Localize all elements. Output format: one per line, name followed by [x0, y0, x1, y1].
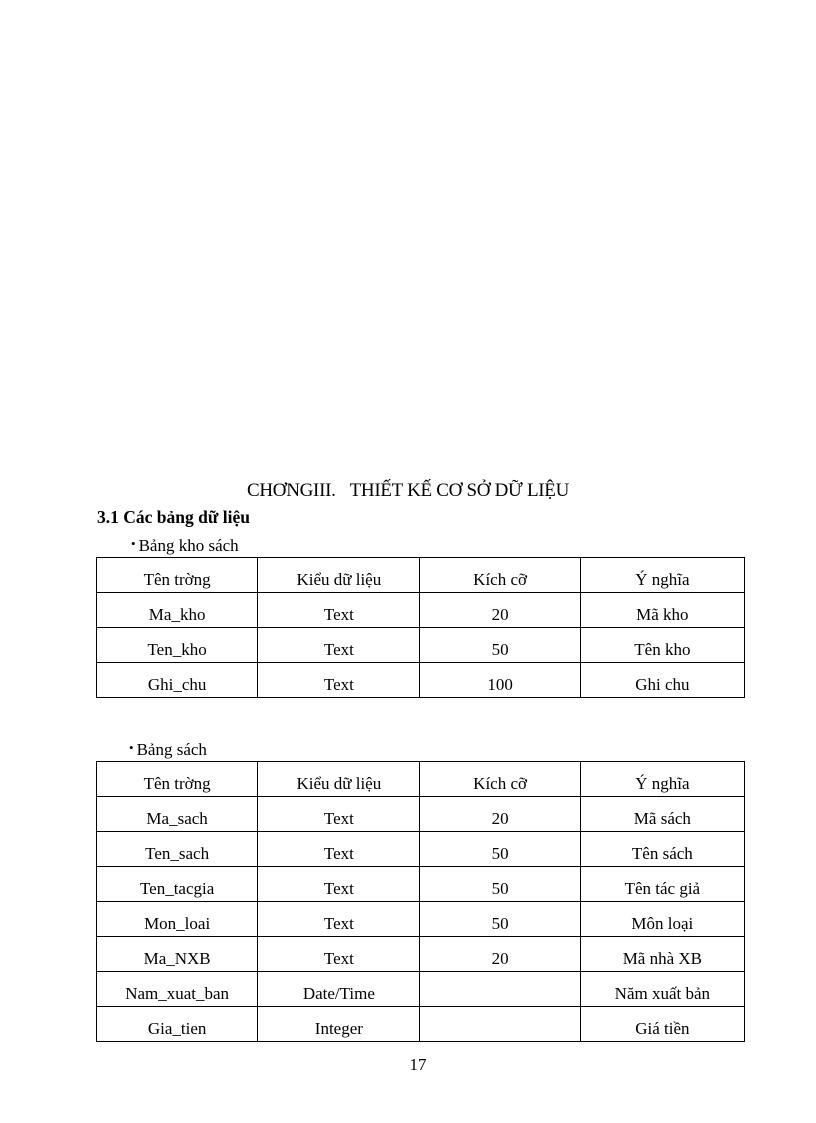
table-row	[97, 593, 745, 628]
header-cell: Kích cỡ	[420, 762, 580, 797]
table-cell	[420, 972, 580, 1007]
table-header-row	[97, 762, 745, 797]
table-cell: 50	[420, 628, 580, 663]
chapter-label: CHƠNGIII.	[247, 480, 336, 501]
table-cell: Ghi chu	[580, 663, 744, 698]
table-cell: 100	[420, 663, 580, 698]
header-cell: Kiểu dữ liệu	[258, 558, 420, 593]
table-cell: Text	[258, 937, 420, 972]
table-cell: 20	[420, 797, 580, 832]
table-books	[96, 761, 745, 1042]
table-cell: Date/Time	[258, 972, 420, 1007]
page-number: 17	[409, 1055, 427, 1074]
table-cell: Ma_kho	[97, 593, 258, 628]
table-row	[97, 867, 745, 902]
table-cell: Mon_loai	[97, 902, 258, 937]
table-row	[97, 1007, 745, 1042]
table-header-row	[97, 558, 745, 593]
table-cell: Mã kho	[580, 593, 744, 628]
table-row	[97, 797, 745, 832]
table-cell: Ghi_chu	[97, 663, 258, 698]
table-cell: Gia_tien	[97, 1007, 258, 1042]
table-cell: Giá tiền	[580, 1007, 744, 1042]
table-cell: Môn loại	[580, 902, 744, 937]
table-cell: 50	[420, 832, 580, 867]
bullet-icon: •	[131, 536, 136, 551]
table-cell: Ten_kho	[97, 628, 258, 663]
table-cell: Text	[258, 663, 420, 698]
header-cell: Ý nghĩa	[580, 558, 744, 593]
table-cell: Text	[258, 867, 420, 902]
table-cell: Text	[258, 593, 420, 628]
table-cell: Text	[258, 628, 420, 663]
table-cell: Ten_sach	[97, 832, 258, 867]
table-cell: Mã sách	[580, 797, 744, 832]
table-cell: Ma_NXB	[97, 937, 258, 972]
header-cell: Ý nghĩa	[580, 762, 744, 797]
table-row	[97, 832, 745, 867]
table-cell: Text	[258, 832, 420, 867]
table-cell: Tên tác giả	[580, 867, 744, 902]
table-cell	[420, 1007, 580, 1042]
table-cell: Năm xuất bản	[580, 972, 744, 1007]
table-warehouse	[96, 557, 745, 698]
table-cell: 20	[420, 937, 580, 972]
table-cell: 50	[420, 867, 580, 902]
table-row	[97, 972, 745, 1007]
table-cell: Nam_xuat_ban	[97, 972, 258, 1007]
table-cell: Text	[258, 797, 420, 832]
table-cell: Integer	[258, 1007, 420, 1042]
table-row	[97, 663, 745, 698]
table-cell: Tên sách	[580, 832, 744, 867]
table-cell: Mã nhà XB	[580, 937, 744, 972]
table-cell: 50	[420, 902, 580, 937]
bullet-icon: •	[129, 740, 134, 755]
table-row	[97, 628, 745, 663]
table-caption-label: Bảng kho sách	[138, 536, 239, 555]
table-cell: 20	[420, 593, 580, 628]
header-cell: Kiểu dữ liệu	[258, 762, 420, 797]
header-cell: Tên trờng	[97, 558, 258, 593]
header-cell: Kích cỡ	[420, 558, 580, 593]
table-caption-label: Bảng sách	[136, 740, 207, 759]
header-cell: Tên trờng	[97, 762, 258, 797]
table-caption-books	[129, 740, 207, 760]
table-cell: Text	[258, 902, 420, 937]
table-cell: Tên kho	[580, 628, 744, 663]
table-cell: Ten_tacgia	[97, 867, 258, 902]
chapter-title	[0, 480, 816, 502]
table-caption-warehouse	[131, 536, 239, 556]
table-cell: Ma_sach	[97, 797, 258, 832]
table-row	[97, 937, 745, 972]
table-row	[97, 902, 745, 937]
chapter-name: THIẾT KẾ CƠ SỞ DỮ LIỆU	[349, 480, 569, 501]
section-heading: 3.1 Các bảng dữ liệu	[97, 507, 250, 527]
